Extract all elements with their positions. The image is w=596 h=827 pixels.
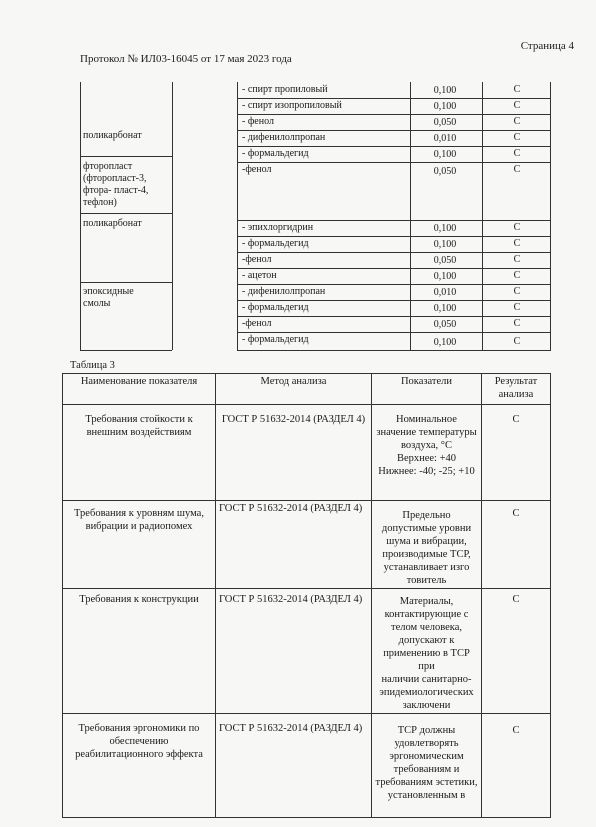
analysis-method: ГОСТ Р 51632-2014 (РАЗДЕЛ 4) <box>216 405 372 501</box>
analysis-result: С <box>482 714 551 818</box>
result: С <box>513 238 521 249</box>
indicators <box>372 501 482 589</box>
requirements-table <box>62 373 551 818</box>
indicators <box>372 714 482 818</box>
substance: - спирт изопропиловый <box>242 100 342 111</box>
limit-value: 0,100 <box>433 223 457 234</box>
result: С <box>513 116 521 127</box>
analysis-result: С <box>482 589 551 714</box>
result: С <box>513 222 521 233</box>
limit-value: 0,100 <box>433 85 457 96</box>
indicators <box>372 405 482 501</box>
table3-caption: Таблица 3 <box>70 360 115 371</box>
analysis-result: С <box>482 405 551 501</box>
substance: - формальдегид <box>242 334 309 345</box>
material-name: поликарбонат <box>83 130 142 141</box>
header-row <box>63 374 551 405</box>
substance: -фенол <box>242 318 272 329</box>
result: С <box>513 100 521 111</box>
limit-value: 0,100 <box>433 337 457 348</box>
table-row <box>63 501 551 589</box>
analysis-method: ГОСТ Р 51632-2014 (РАЗДЕЛ 4) <box>216 714 372 818</box>
protocol-title: Протокол № ИЛ03-16045 от 17 мая 2023 года <box>80 53 292 65</box>
column-header: Показатели <box>372 374 482 405</box>
substance: - эпихлоргидрин <box>242 222 314 233</box>
limit-value: 0,050 <box>433 166 457 177</box>
result: С <box>513 336 521 347</box>
result: С <box>513 318 521 329</box>
substance: - формальдегид <box>242 302 309 313</box>
substance: - спирт пропиловый <box>242 84 328 95</box>
substance: -фенол <box>242 164 272 175</box>
limit-value: 0,050 <box>433 319 457 330</box>
result: С <box>513 302 521 313</box>
result: С <box>513 84 521 95</box>
limit-value: 0,100 <box>433 101 457 112</box>
indicator-text: Материалы, контактирующие с телом человека, допускают к применению в ТСР при <box>383 596 470 672</box>
substance: -фенол <box>242 254 272 265</box>
indicator-text: Верхнее: +40 <box>396 453 457 464</box>
analysis-method: ГОСТ Р 51632-2014 (РАЗДЕЛ 4) <box>216 501 372 589</box>
table-row <box>63 405 551 501</box>
analysis-method: ГОСТ Р 51632-2014 (РАЗДЕЛ 4) <box>216 589 372 714</box>
result: С <box>513 164 521 175</box>
indicator-text: Номинальное значение температуры воздуха, °С <box>376 414 477 451</box>
limit-value: 0,100 <box>433 271 457 282</box>
limit-value: 0,050 <box>433 117 457 128</box>
indicator-text: ТСР должны удовлетворять эргономическим требованиям и требованиям эстетики, установленным в <box>375 725 478 801</box>
substance: - дифенилолпропан <box>242 132 326 143</box>
limit-value: 0,100 <box>433 149 457 160</box>
result: С <box>513 148 521 159</box>
result: С <box>513 270 521 281</box>
limit-value: 0,050 <box>433 255 457 266</box>
limit-value: 0,100 <box>433 239 457 250</box>
substance: - формальдегид <box>242 148 309 159</box>
substance: - фенол <box>242 116 274 127</box>
indicator-text: Нижнее: -40; -25; +10 <box>378 466 475 477</box>
indicator-text: наличии санитарно-эпидемиологических заключени <box>379 674 474 711</box>
table-row <box>63 714 551 818</box>
material-name: фторопласт (фторопласт-3, фтора- пласт-4, тефлон) <box>83 161 149 208</box>
substances-table <box>80 82 551 350</box>
requirement-name: Требования к конструкции <box>63 589 216 714</box>
page-number: Страница 4 <box>520 40 574 52</box>
column-header: Метод анализа <box>216 374 372 405</box>
result: С <box>513 286 521 297</box>
substance: - дифенилолпропан <box>242 286 326 297</box>
requirement-name: Требования эргономики по обеспечению реабилитационного эффекта <box>63 714 216 818</box>
limit-value: 0,010 <box>433 133 457 144</box>
material-name: эпоксидные смолы <box>83 286 134 309</box>
substance: - формальдегид <box>242 238 309 249</box>
material-name: поликарбонат <box>83 218 142 229</box>
column-header: Наименование показателя <box>63 374 216 405</box>
analysis-result: С <box>482 501 551 589</box>
indicators <box>372 589 482 714</box>
result: С <box>513 132 521 143</box>
limit-value: 0,100 <box>433 303 457 314</box>
indicator-text: Предельно допустимые уровни шума и вибрации, производимые ТСР, устанавливает изго товитель <box>381 510 472 586</box>
limit-value: 0,010 <box>433 287 457 298</box>
column-header: Результат анализа <box>482 374 551 405</box>
requirement-name: Требования к уровням шума, вибрации и радиопомех <box>63 501 216 589</box>
requirement-name: Требования стойкости к внешним воздействиям <box>63 405 216 501</box>
table-row <box>63 589 551 714</box>
substance: - ацетон <box>242 270 277 281</box>
result: С <box>513 254 521 265</box>
